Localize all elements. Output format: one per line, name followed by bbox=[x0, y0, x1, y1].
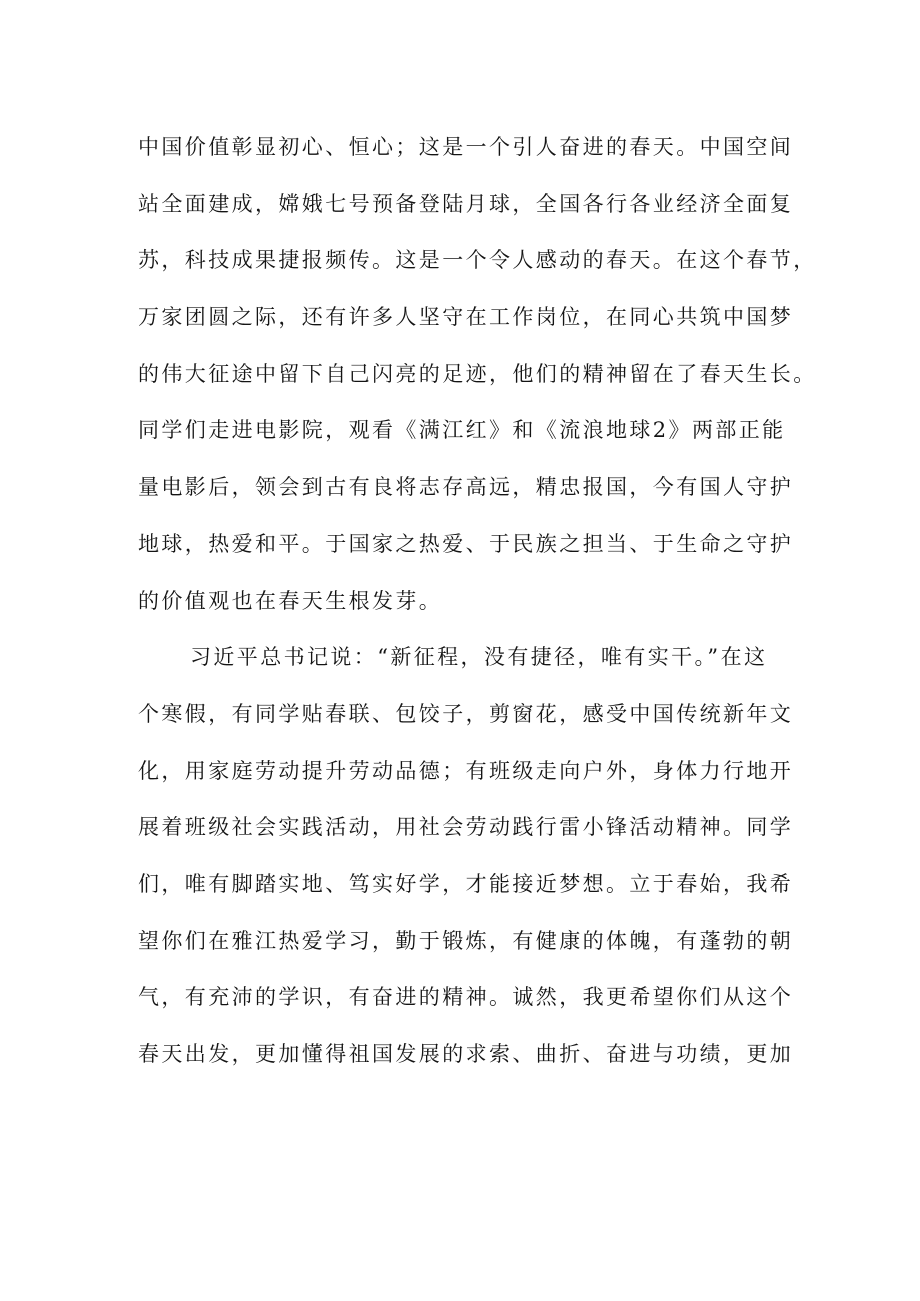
text-line-4: 万家团圆之际，还有许多人坚守在工作岗位，在同心共筑中国梦 bbox=[138, 305, 794, 330]
text-line-15: 望你们在雅江热爱学习，勤于锻炼，有健康的体魄，有蓬勃的朝 bbox=[138, 928, 794, 953]
text-line-12: 化，用家庭劳动提升劳动品德；有班级走向户外，身体力行地开 bbox=[138, 758, 794, 783]
text-line-1: 中国价值彰显初心、恒心；这是一个引人奋进的春天。中国空间 bbox=[138, 135, 794, 159]
text-line-5: 的伟大征途中留下自己闪亮的足迹，他们的精神留在了春天生长。 bbox=[138, 361, 817, 386]
text-line-2: 站全面建成，嫦娥七号预备登陆月球，全国各行各业经济全面复 bbox=[138, 191, 794, 216]
text-line-10-paragraph-start: 习近平总书记说：“新征程，没有捷径，唯有实干。”在这 bbox=[190, 645, 768, 670]
text-line-6: 同学们走进电影院，观看《满江红》和《流浪地球2》两部正能 bbox=[138, 418, 786, 443]
text-line-14: 们，唯有脚踏实地、笃实好学，才能接近梦想。立于春始，我希 bbox=[138, 871, 794, 896]
text-line-9: 的价值观也在春天生根发芽。 bbox=[138, 588, 443, 613]
text-line-11: 个寒假，有同学贴春联、包饺子，剪窗花，感受中国传统新年文 bbox=[138, 701, 794, 726]
text-line-16: 气，有充沛的学识，有奋进的精神。诚然，我更希望你们从这个 bbox=[138, 985, 794, 1010]
text-line-8: 地球，热爱和平。于国家之热爱、于民族之担当、于生命之守护 bbox=[138, 531, 794, 556]
text-line-13: 展着班级社会实践活动，用社会劳动践行雷小锋活动精神。同学 bbox=[138, 815, 794, 840]
body-text bbox=[138, 127, 818, 1091]
text-line-17: 春天出发，更加懂得祖国发展的求索、曲折、奋进与功绩，更加 bbox=[138, 1042, 794, 1066]
text-line-7: 量电影后，领会到古有良将志存高远，精忠报国，今有国人守护 bbox=[138, 475, 794, 500]
text-line-3: 苏，科技成果捷报频传。这是一个令人感动的春天。在这个春节， bbox=[138, 248, 817, 273]
